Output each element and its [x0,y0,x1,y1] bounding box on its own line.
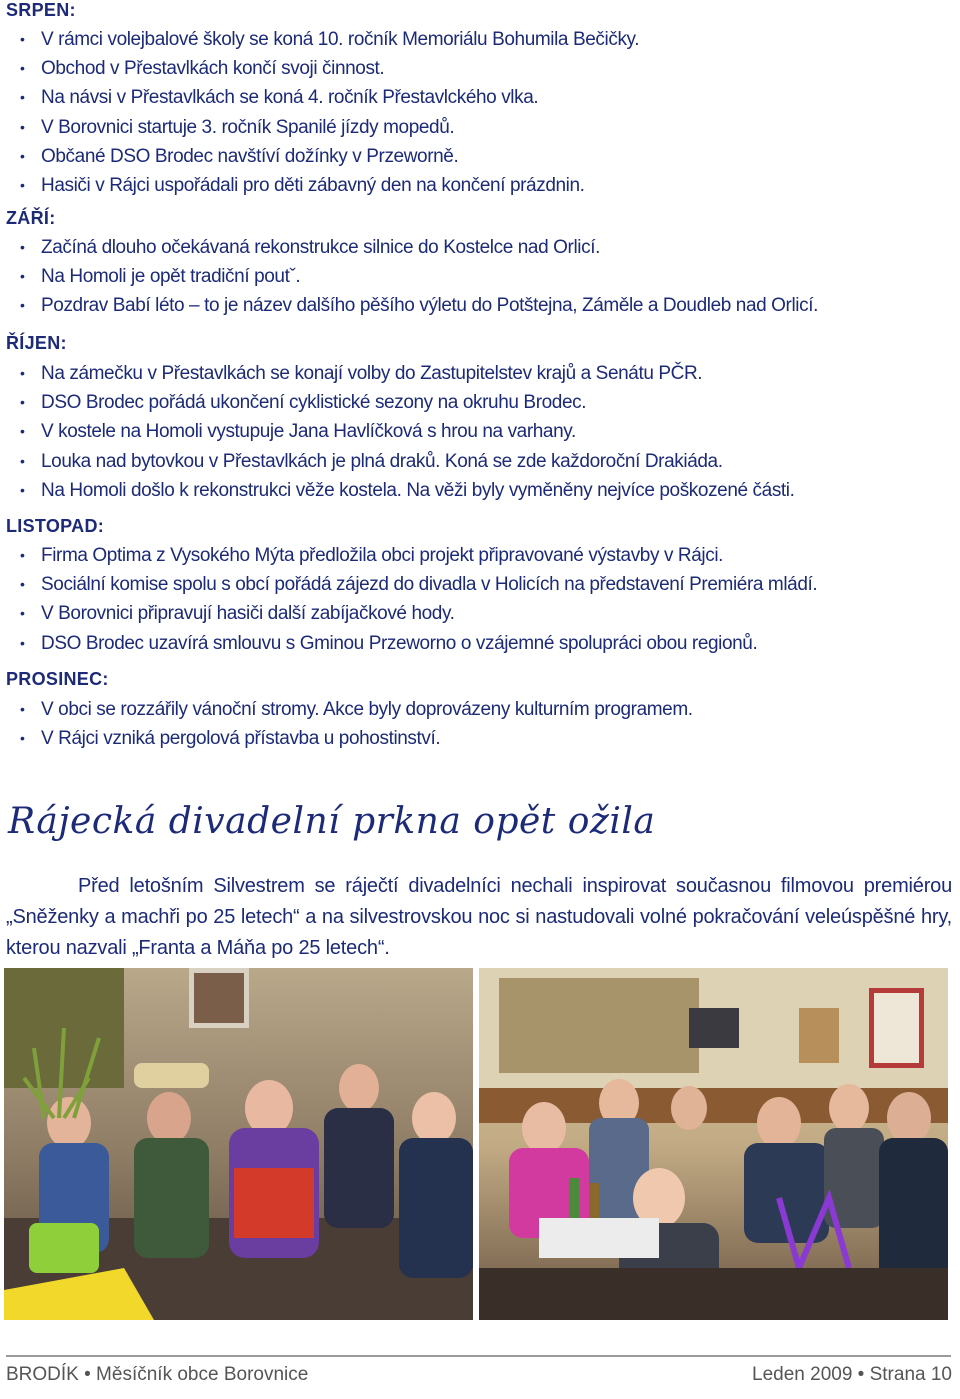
bullet-icon: • [20,452,25,469]
article-title: Rájecká divadelní prkna opět ožila [8,801,656,842]
list-item: • Na návsi v Přestavlkách se koná 4. ročník Přestavlckého vlka. [0,83,639,112]
bullet-icon: • [20,297,25,314]
bullet-icon: • [20,89,25,106]
bullet-icon: • [20,481,25,498]
list-item: • V Borovnici startuje 3. ročník Spanilé jízdy mopedů. [0,113,639,142]
bullet-icon: • [20,576,25,593]
list-item: • V kostele na Homoli vystupuje Jana Havlíčková s hrou na varhany. [0,417,795,446]
bullet-icon: • [20,31,25,47]
list-srpen [0,25,639,200]
theater-photo-left [4,968,473,1320]
list-item: • DSO Brodec uzavírá smlouvu s Gminou Przeworno o vzájemné spolupráci obou regionů. [0,629,817,658]
bullet-icon: • [20,730,25,747]
list-item: • DSO Brodec pořádá ukončení cyklistické sezony na okruhu Brodec. [0,388,795,417]
heading-srpen: SRPEN: [6,0,76,20]
heading-listopad: LISTOPAD: [6,516,105,536]
bullet-icon: • [20,634,25,651]
list-item: • Na Homoli je opět tradiční poutˇ. [0,262,818,291]
list-item: • V obci se rozzářily vánoční stromy. Akce byly doprovázeny kulturním programem. [0,695,693,724]
heading-zari: ZÁŘÍ: [6,208,56,228]
list-item: • Začíná dlouho očekávaná rekonstrukce silnice do Kostelce nad Orlicí. [0,233,818,262]
list-item: • Pozdrav Babí léto – to je název dalšího pěšího výletu do Potštejna, Záměle a Doudleb nad Orlicí. [0,291,818,320]
bullet-icon: • [20,701,25,717]
list-item: • V Borovnici připravují hasiči další zabíjačkové hody. [0,599,817,628]
bullet-icon: • [20,394,25,411]
footer-publication: BRODÍK • Měsíčník obce Borovnice [6,1364,309,1385]
list-listopad [0,541,817,658]
bullet-icon: • [20,423,25,440]
bullet-icon: • [20,239,25,255]
footer-divider [6,1355,951,1357]
list-item: • Louka nad bytovkou v Přestavlkách je plná draků. Koná se zde každoroční Drakiáda. [0,447,795,476]
list-rijen [0,359,795,505]
bullet-icon: • [20,605,25,622]
list-item: • Sociální komise spolu s obcí pořádá zájezd do divadla v Holicích na představení Premiéra mládí. [0,570,817,599]
list-item: • Obchod v Přestavlkách končí svoji činnost. [0,54,639,83]
bullet-icon: • [20,147,25,164]
list-item: • V rámci volejbalové školy se koná 10. ročník Memoriálu Bohumila Bečičky. [0,25,639,54]
list-item: • Občané DSO Brodec navštíví dožínky v Przeworně. [0,142,639,171]
list-item: • V Rájci vzniká pergolová přístavba u pohostinství. [0,724,693,753]
list-zari [0,233,818,321]
bullet-icon: • [20,118,25,135]
bullet-icon: • [20,547,25,563]
theater-photo-right [479,968,948,1320]
bullet-icon: • [20,176,25,193]
list-item: • Na zámečku v Přestavlkách se konají volby do Zastupitelstev krajů a Senátu PČR. [0,359,795,388]
list-item: • Firma Optima z Vysokého Mýta předložila obci projekt připravované výstavby v Rájci. [0,541,817,570]
heading-rijen: ŘÍJEN: [6,333,67,353]
bullet-icon: • [20,60,25,77]
bullet-icon: • [20,365,25,381]
footer-page-info: Leden 2009 • Strana 10 [752,1364,952,1385]
article-body: Před letošním Silvestrem se ráječtí divadelníci nechali inspirovat současnou filmovou premiérou „Sněženky a machři po 25 letech“ a na silvestrovskou noc si nastudovali volné pokračování veleúspěšné hry, kterou nazvali „Franta a Máňa po 25 letech“. [6,875,952,959]
bullet-icon: • [20,268,25,285]
list-item: • Hasiči v Rájci uspořádali pro děti zábavný den na končení prázdnin. [0,171,639,200]
list-item: • Na Homoli došlo k rekonstrukci věže kostela. Na věži byly vyměněny nejvíce poškozené části. [0,476,795,505]
heading-prosinec: PROSINEC: [6,669,109,689]
list-prosinec [0,695,693,753]
